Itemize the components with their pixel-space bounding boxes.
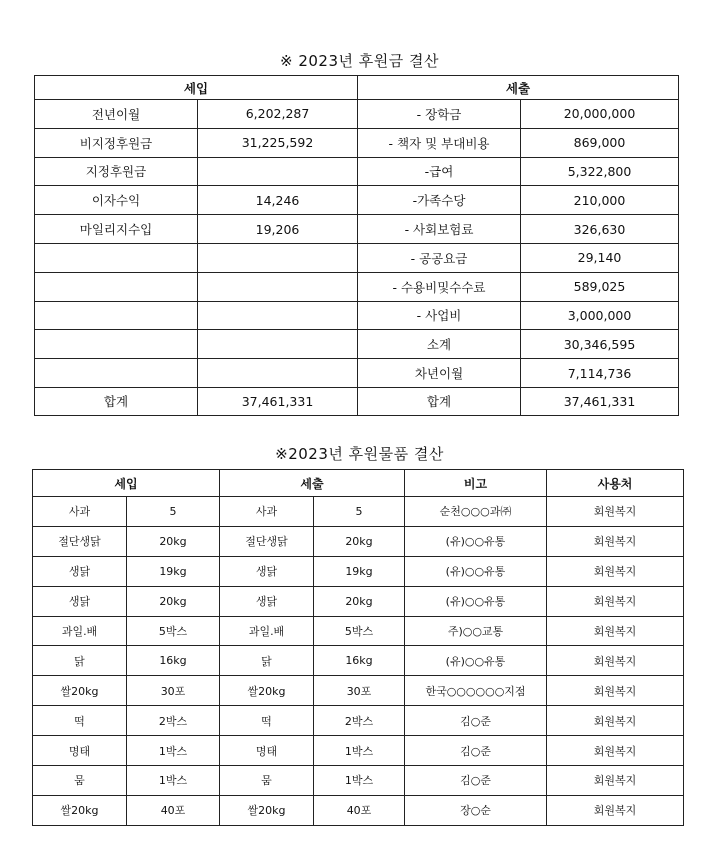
goods-expense-item-cell: 쌀20kg [220, 676, 314, 706]
cash-table-header-row [35, 76, 679, 100]
expense-item-cell: - 사회보험료 [358, 215, 521, 244]
goods-expense-qty-cell: 5박스 [314, 616, 405, 646]
goods-expense-item-cell: 명태 [220, 736, 314, 766]
income-header: 세입 [35, 76, 358, 100]
income-amount-cell [198, 359, 358, 388]
goods-use-cell: 회원복지 [547, 676, 684, 706]
expense-header: 세출 [358, 76, 679, 100]
goods-expense-item-cell: 생닭 [220, 586, 314, 616]
cash-table-row [35, 186, 679, 215]
goods-table-row [33, 676, 684, 706]
goods-income-qty-cell: 30포 [127, 676, 220, 706]
income-item-cell: 이자수익 [35, 186, 198, 215]
goods-expense-qty-cell: 30포 [314, 676, 405, 706]
goods-use-cell: 회원복지 [547, 497, 684, 527]
income-item-cell: 전년이월 [35, 100, 198, 129]
expense-amount-cell: 210,000 [521, 186, 679, 215]
expense-total-label: 합계 [358, 387, 521, 415]
goods-income-qty-cell: 1박스 [127, 766, 220, 796]
goods-income-qty-cell: 1박스 [127, 736, 220, 766]
goods-income-qty-cell: 40포 [127, 795, 220, 825]
goods-income-qty-cell: 20kg [127, 526, 220, 556]
goods-use-cell: 회원복지 [547, 556, 684, 586]
goods-table-row [33, 526, 684, 556]
goods-table-row [33, 497, 684, 527]
goods-expense-qty-cell: 16kg [314, 646, 405, 676]
cash-table-row [35, 243, 679, 272]
goods-expense-item-cell: 사과 [220, 497, 314, 527]
income-total-amount: 37,461,331 [198, 387, 358, 415]
goods-table-row [33, 586, 684, 616]
goods-income-header: 세입 [33, 470, 220, 497]
goods-expense-qty-cell: 20kg [314, 586, 405, 616]
goods-use-cell: 회원복지 [547, 616, 684, 646]
income-amount-cell [198, 157, 358, 186]
income-item-cell: 마일리지수입 [35, 215, 198, 244]
goods-table-row [33, 646, 684, 676]
goods-income-qty-cell: 16kg [127, 646, 220, 676]
goods-income-item-cell: 떡 [33, 706, 127, 736]
income-item-cell: 지정후원금 [35, 157, 198, 186]
goods-note-cell: 김○준 [405, 736, 547, 766]
goods-expense-item-cell: 뭄 [220, 766, 314, 796]
expense-amount-cell: 30,346,595 [521, 330, 679, 359]
goods-income-item-cell: 명태 [33, 736, 127, 766]
goods-note-cell: 김○준 [405, 706, 547, 736]
income-item-cell: 비지정후원금 [35, 128, 198, 157]
goods-expense-header: 세출 [220, 470, 405, 497]
cash-table-row [35, 330, 679, 359]
goods-expense-item-cell: 절단생닭 [220, 526, 314, 556]
goods-income-item-cell: 사과 [33, 497, 127, 527]
goods-income-item-cell: 생닭 [33, 556, 127, 586]
cash-settlement-table [34, 75, 679, 416]
expense-item-cell: - 책자 및 부대비용 [358, 128, 521, 157]
goods-expense-item-cell: 떡 [220, 706, 314, 736]
income-item-cell [35, 243, 198, 272]
goods-expense-qty-cell: 5 [314, 497, 405, 527]
goods-use-cell: 회원복지 [547, 526, 684, 556]
income-amount-cell: 14,246 [198, 186, 358, 215]
expense-amount-cell: 5,322,800 [521, 157, 679, 186]
expense-item-cell: - 공공요금 [358, 243, 521, 272]
goods-table-row [33, 736, 684, 766]
goods-note-cell: 순천○○○과㈜ [405, 497, 547, 527]
goods-income-qty-cell: 20kg [127, 586, 220, 616]
goods-use-cell: 회원복지 [547, 736, 684, 766]
goods-note-header: 비고 [405, 470, 547, 497]
goods-income-item-cell: 쌀20kg [33, 676, 127, 706]
expense-total-amount: 37,461,331 [521, 387, 679, 415]
cash-table-row [35, 301, 679, 330]
goods-note-cell: (유)○○유통 [405, 556, 547, 586]
goods-table-row [33, 616, 684, 646]
goods-use-cell: 회원복지 [547, 586, 684, 616]
expense-item-cell: - 장학금 [358, 100, 521, 129]
cash-table-row [35, 157, 679, 186]
expense-item-cell: -가족수당 [358, 186, 521, 215]
cash-table-row [35, 272, 679, 301]
expense-item-cell: 차년이월 [358, 359, 521, 388]
goods-income-item-cell: 과일.배 [33, 616, 127, 646]
goods-use-cell: 회원복지 [547, 795, 684, 825]
goods-table-header-row [33, 470, 684, 497]
income-item-cell [35, 359, 198, 388]
goods-note-cell: (유)○○유통 [405, 646, 547, 676]
income-total-label: 합계 [35, 387, 198, 415]
goods-use-cell: 회원복지 [547, 766, 684, 796]
goods-table-row [33, 766, 684, 796]
income-amount-cell: 19,206 [198, 215, 358, 244]
goods-expense-item-cell: 과일.배 [220, 616, 314, 646]
goods-expense-qty-cell: 40포 [314, 795, 405, 825]
income-amount-cell: 31,225,592 [198, 128, 358, 157]
expense-amount-cell: 869,000 [521, 128, 679, 157]
income-amount-cell [198, 272, 358, 301]
cash-table-row [35, 100, 679, 129]
goods-settlement-table [32, 469, 684, 826]
goods-use-cell: 회원복지 [547, 706, 684, 736]
goods-income-item-cell: 뭄 [33, 766, 127, 796]
goods-note-cell: (유)○○유통 [405, 526, 547, 556]
expense-item-cell: 소계 [358, 330, 521, 359]
income-item-cell [35, 330, 198, 359]
expense-item-cell: -급여 [358, 157, 521, 186]
income-amount-cell: 6,202,287 [198, 100, 358, 129]
cash-settlement-title: ※ 2023년 후원금 결산 [280, 52, 439, 70]
goods-table-row [33, 706, 684, 736]
goods-income-item-cell: 쌀20kg [33, 795, 127, 825]
expense-amount-cell: 20,000,000 [521, 100, 679, 129]
expense-amount-cell: 7,114,736 [521, 359, 679, 388]
cash-total-row [35, 387, 679, 415]
cash-table-row [35, 359, 679, 388]
goods-use-cell: 회원복지 [547, 646, 684, 676]
goods-use-header: 사용처 [547, 470, 684, 497]
income-item-cell [35, 301, 198, 330]
goods-income-qty-cell: 5박스 [127, 616, 220, 646]
goods-note-cell: 주)○○교통 [405, 616, 547, 646]
goods-note-cell: (유)○○유통 [405, 586, 547, 616]
income-amount-cell [198, 301, 358, 330]
goods-expense-qty-cell: 19kg [314, 556, 405, 586]
goods-expense-item-cell: 생닭 [220, 556, 314, 586]
income-amount-cell [198, 330, 358, 359]
expense-amount-cell: 29,140 [521, 243, 679, 272]
expense-amount-cell: 589,025 [521, 272, 679, 301]
goods-income-qty-cell: 2박스 [127, 706, 220, 736]
income-amount-cell [198, 243, 358, 272]
goods-income-item-cell: 생닭 [33, 586, 127, 616]
income-item-cell [35, 272, 198, 301]
goods-income-qty-cell: 5 [127, 497, 220, 527]
cash-table-row [35, 215, 679, 244]
expense-amount-cell: 326,630 [521, 215, 679, 244]
goods-expense-qty-cell: 2박스 [314, 706, 405, 736]
goods-expense-item-cell: 쌀20kg [220, 795, 314, 825]
goods-note-cell: 장○순 [405, 795, 547, 825]
goods-income-item-cell: 닭 [33, 646, 127, 676]
goods-note-cell: 김○준 [405, 766, 547, 796]
cash-table-row [35, 128, 679, 157]
goods-expense-qty-cell: 1박스 [314, 736, 405, 766]
goods-note-cell: 한국○○○○○○지점 [405, 676, 547, 706]
expense-item-cell: - 사업비 [358, 301, 521, 330]
goods-income-item-cell: 절단생닭 [33, 526, 127, 556]
expense-amount-cell: 3,000,000 [521, 301, 679, 330]
goods-expense-item-cell: 닭 [220, 646, 314, 676]
goods-income-qty-cell: 19kg [127, 556, 220, 586]
goods-expense-qty-cell: 20kg [314, 526, 405, 556]
goods-table-row [33, 556, 684, 586]
expense-item-cell: - 수용비및수수료 [358, 272, 521, 301]
goods-table-row [33, 795, 684, 825]
goods-settlement-title: ※2023년 후원물품 결산 [275, 445, 444, 463]
goods-expense-qty-cell: 1박스 [314, 766, 405, 796]
